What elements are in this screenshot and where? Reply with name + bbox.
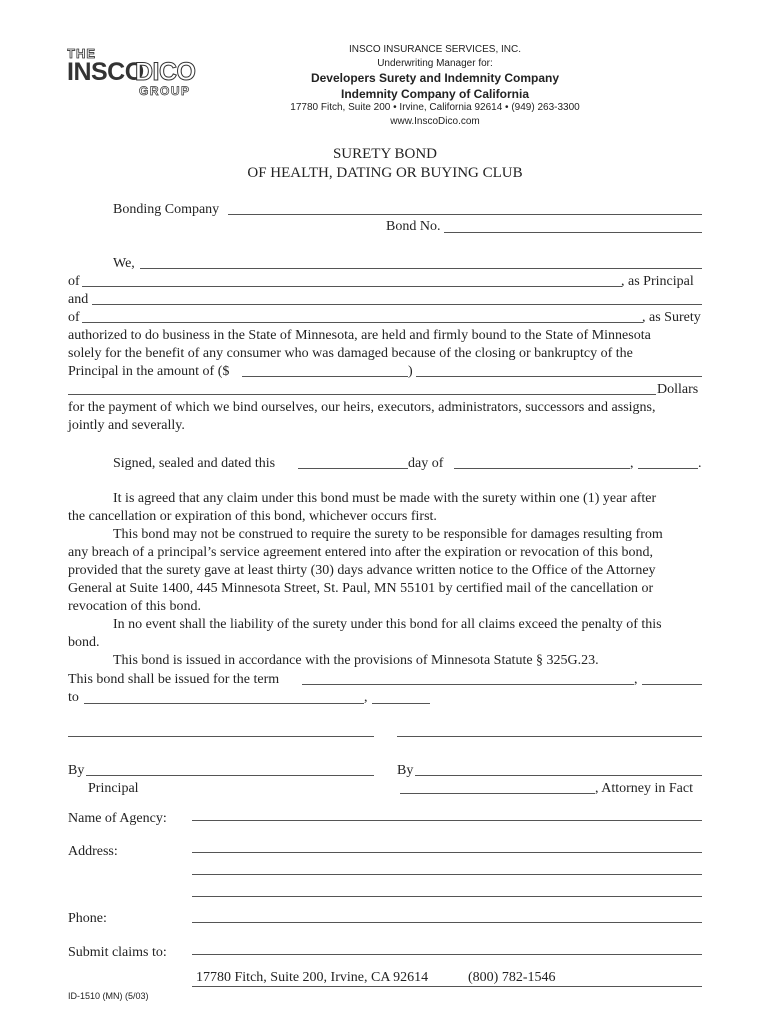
- attorney-in-fact-label: , Attorney in Fact: [595, 781, 693, 796]
- statute-text: This bond is issued in accordance with the provisions of Minnesota Statute § 325G.23.: [113, 653, 599, 668]
- amount-label: Principal in the amount of ($: [68, 364, 230, 379]
- submit-claims-field[interactable]: [192, 954, 702, 955]
- amount-words-field[interactable]: [416, 376, 702, 377]
- condition-text-line: the cancellation or expiration of this bond, whichever occurs first.: [68, 509, 437, 524]
- claims-address: 17780 Fitch, Suite 200, Irvine, CA 92614: [196, 970, 429, 985]
- address-field-line1[interactable]: [192, 852, 702, 853]
- we-field[interactable]: [140, 268, 702, 269]
- as-surety-label: , as Surety: [642, 310, 701, 325]
- surety-name-signature-field[interactable]: [397, 736, 702, 737]
- condition-text-line: General at Suite 1400, 445 Minnesota Street, St. Paul, MN 55101 by certified mail of the cancellation or: [68, 581, 654, 596]
- condition-text-line: This bond may not be construed to require the surety to be responsible for damages resulting from: [113, 527, 663, 542]
- signed-month-field[interactable]: [454, 468, 630, 469]
- header-company: INSCO INSURANCE SERVICES, INC.: [348, 44, 522, 55]
- phone-label: Phone:: [68, 911, 107, 926]
- logo-dico: DICO: [135, 58, 196, 86]
- condition-text-line: bond.: [68, 635, 100, 650]
- form-id: ID-1510 (MN) (5/03): [68, 991, 149, 1001]
- bond-text-line: jointly and severally.: [68, 418, 185, 433]
- condition-text-line: In no event shall the liability of the surety under this bond for all claims exceed the penalty of this: [113, 617, 662, 632]
- amount-numeric-field[interactable]: [242, 376, 408, 377]
- phone-field[interactable]: [192, 922, 702, 923]
- attorney-signature-field[interactable]: [415, 775, 702, 776]
- bonding-company-field[interactable]: [228, 214, 702, 215]
- address-label: Address:: [68, 844, 118, 859]
- bond-no-field[interactable]: [444, 232, 702, 233]
- of-principal-label: of: [68, 274, 80, 289]
- condition-text-line: any breach of a principal’s service agreement entered into after the expiration or revocation of this bond,: [68, 545, 654, 560]
- agency-name-field[interactable]: [192, 820, 702, 821]
- amount-words-field-continued[interactable]: [68, 394, 656, 395]
- bond-text-line: authorized to do business in the State of Minnesota, are held and firmly bound to the State of Minnesota: [68, 328, 651, 343]
- we-label: We,: [113, 256, 135, 271]
- header-underwriting: Underwriting Manager for:: [377, 58, 493, 69]
- term-start-year-field[interactable]: [642, 684, 702, 685]
- surety-name-field[interactable]: [92, 304, 702, 305]
- day-of-label: day of: [408, 456, 444, 471]
- principal-signature-field[interactable]: [86, 775, 374, 776]
- amount-close-paren: ): [408, 364, 413, 379]
- signed-year-field[interactable]: [638, 468, 698, 469]
- condition-text-line: revocation of this bond.: [68, 599, 201, 614]
- principal-label: Principal: [88, 781, 139, 796]
- term-to-label: to: [68, 690, 79, 705]
- document-subtitle: OF HEALTH, DATING OR BUYING CLUB: [247, 165, 523, 181]
- header-indemnity-company: Indemnity Company of California: [340, 87, 529, 101]
- header-website: www.InscoDico.com: [390, 116, 480, 127]
- term-start-field[interactable]: [302, 684, 634, 685]
- principal-name-field[interactable]: [68, 736, 374, 737]
- logo-the: THE: [67, 46, 96, 61]
- term-comma: ,: [634, 672, 638, 687]
- bonding-company-label: Bonding Company: [113, 202, 220, 217]
- term-end-comma: ,: [364, 690, 368, 705]
- claims-underline: [192, 986, 702, 987]
- dollars-label: Dollars: [657, 382, 699, 397]
- logo-insco: INSCO: [67, 58, 144, 86]
- term-label: This bond shall be issued for the term: [68, 672, 280, 687]
- by-principal-label: By: [68, 763, 85, 778]
- date-comma: ,: [630, 456, 634, 471]
- logo-group: GROUP: [139, 84, 191, 98]
- of-surety-label: of: [68, 310, 80, 325]
- condition-text-line: It is agreed that any claim under this bond must be made with the surety within one (1) year after: [113, 491, 657, 506]
- term-end-year-field[interactable]: [372, 703, 430, 704]
- header-surety-company: Developers Surety and Indemnity Company: [310, 71, 560, 85]
- signed-day-field[interactable]: [298, 468, 408, 469]
- address-field-line3[interactable]: [192, 896, 702, 897]
- submit-claims-label: Submit claims to:: [68, 945, 167, 960]
- attorney-name-field[interactable]: [400, 793, 595, 794]
- header-address: 17780 Fitch, Suite 200 • Irvine, California 92614 • (949) 263-3300: [290, 102, 580, 113]
- as-principal-label: , as Principal: [621, 274, 694, 289]
- by-attorney-label: By: [397, 763, 414, 778]
- address-field-line2[interactable]: [192, 874, 702, 875]
- principal-address-field[interactable]: [82, 286, 622, 287]
- agency-name-label: Name of Agency:: [68, 811, 167, 826]
- document-title: SURETY BOND: [332, 146, 438, 162]
- surety-address-field[interactable]: [82, 322, 643, 323]
- company-logo: [67, 46, 212, 96]
- bond-text-line: solely for the benefit of any consumer who was damaged because of the closing or bankruptcy of the: [68, 346, 633, 361]
- and-label: and: [68, 292, 89, 307]
- bond-no-label: Bond No.: [386, 219, 441, 234]
- date-period: .: [698, 456, 702, 471]
- term-end-field[interactable]: [84, 703, 364, 704]
- insco-dico-logo-graphic: [67, 46, 212, 98]
- bond-text-line: for the payment of which we bind ourselves, our heirs, executors, administrators, successors and assigns,: [68, 400, 656, 415]
- signed-label: Signed, sealed and dated this: [113, 456, 276, 471]
- condition-text-line: provided that the surety gave at least thirty (30) days advance written notice to the Office of the Attorney: [68, 563, 656, 578]
- claims-phone: (800) 782-1546: [468, 970, 556, 985]
